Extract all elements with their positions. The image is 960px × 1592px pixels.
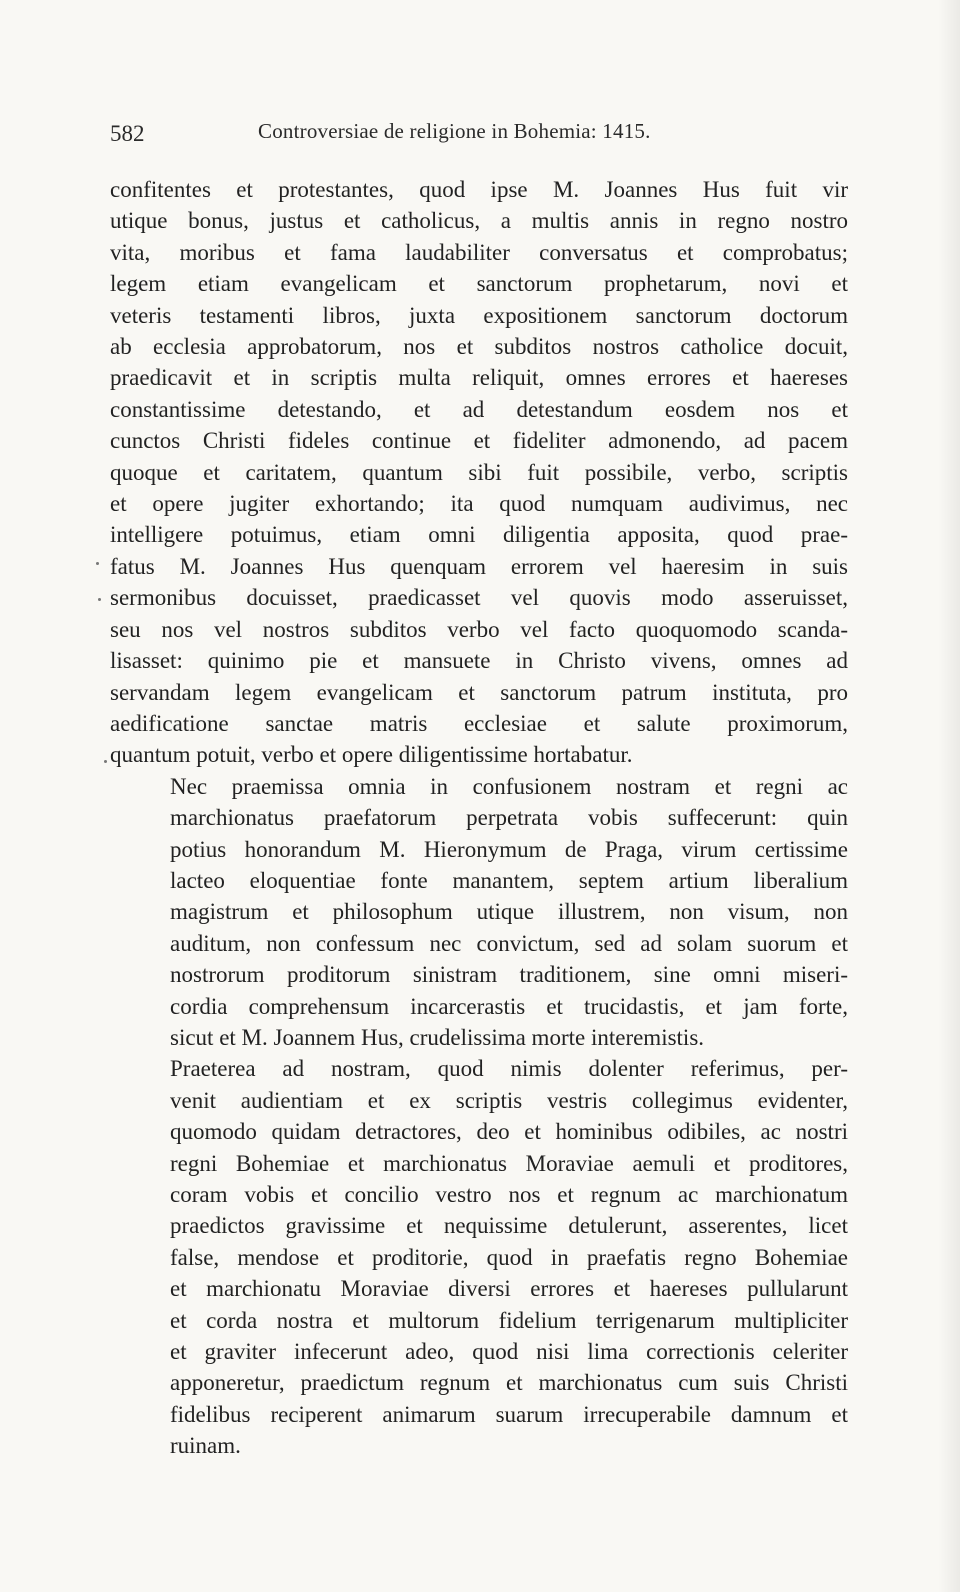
text-line: et opere jugiter exhortando; ita quod numquam audivimus, nec — [110, 491, 848, 517]
text-line: cordia comprehensum incarcerastis et trucidastis, et jam forte, — [170, 993, 848, 1019]
text-line: sermonibus docuisset, praedicasset vel quovis modo asseruisset, — [110, 585, 848, 611]
running-head — [110, 117, 830, 153]
text-line: et marchionatu Moraviae diversi errores et haereses pullularunt — [170, 1276, 848, 1302]
text-line: Praeterea ad nostram, quod nimis dolenter referimus, per- — [170, 1056, 848, 1082]
text-line: nostrorum proditorum sinistram traditionem, sine omni miseri- — [170, 962, 848, 988]
text-line: ab ecclesia approbatorum, nos et subditos nostros catholice docuit, — [110, 334, 848, 360]
paragraph — [110, 174, 848, 771]
text-line: regni Bohemiae et marchionatus Moraviae aemuli et proditores, — [170, 1150, 848, 1176]
text-line: intelligere potuimus, etiam omni diligentia apposita, quod prae- — [110, 522, 848, 548]
text-line: apponeretur, praedictum regnum et marchionatus cum suis Christi — [170, 1370, 848, 1396]
text-line: quantum potuit, verbo et opere diligentissime hortabatur. — [110, 742, 633, 768]
text-line: fatus M. Joannes Hus quenquam errorem vel haeresim in suis — [110, 553, 848, 579]
text-line: sicut et M. Joannem Hus, crudelissima morte interemistis. — [170, 1024, 705, 1050]
text-line: vita, moribus et fama laudabiliter conversatus et comprobatus; — [110, 239, 848, 265]
text-line: utique bonus, justus et catholicus, a multis annis in regno nostro — [110, 208, 848, 234]
text-line: servandam legem evangelicam et sanctorum patrum instituta, pro — [110, 679, 848, 705]
text-line: magistrum et philosophum utique illustrem, non visum, non — [170, 899, 848, 925]
text-line: coram vobis et concilio vestro nos et regnum ac marchionatum — [170, 1182, 848, 1207]
body-text — [110, 174, 848, 1462]
text-line: Nec praemissa omnia in confusionem nostram et regni ac — [170, 773, 848, 799]
text-line: cunctos Christi fideles continue et fideliter admonendo, ad pacem — [110, 428, 848, 454]
print-speck — [98, 598, 101, 601]
paragraph — [110, 1053, 848, 1461]
running-title: Controversiae de religione in Bohemia: 1415. — [258, 119, 651, 143]
text-line: marchionatus praefatorum perpetrata vobis suffecerunt: quin — [170, 805, 848, 831]
paragraph — [110, 771, 848, 1054]
text-line: et corda nostra et multorum fidelium terrigenarum multipliciter — [170, 1307, 848, 1333]
text-line: praedicavit et in scriptis multa reliquit, omnes errores et haereses — [110, 365, 848, 391]
text-line: ruinam. — [170, 1433, 241, 1459]
text-line: veteris testamenti libros, juxta expositionem sanctorum doctorum — [110, 302, 848, 328]
text-line: auditum, non confessum nec convictum, sed ad solam suorum et — [170, 930, 848, 956]
text-line: legem etiam evangelicam et sanctorum prophetarum, novi et — [110, 271, 848, 297]
text-line: lacteo eloquentiae fonte manantem, septem artium liberalium — [170, 867, 848, 893]
text-line: venit audientiam et ex scriptis vestris collegimus evidenter, — [170, 1087, 848, 1113]
text-line: praedictos gravissime et nequissime detulerunt, asserentes, licet — [170, 1213, 848, 1239]
text-line: aedificatione sanctae matris ecclesiae et salute proximorum, — [110, 710, 848, 736]
text-line: quomodo quidam detractores, deo et hominibus odibiles, ac nostri — [170, 1119, 848, 1145]
text-line: lisasset: quinimo pie et mansuete in Christo vivens, omnes ad — [110, 648, 848, 674]
print-speck — [96, 562, 99, 565]
text-line: seu nos vel nostros subditos verbo vel facto quoquomodo scanda- — [110, 616, 848, 642]
print-speck — [104, 760, 107, 763]
text-line: false, mendose et proditorie, quod in praefatis regno Bohemiae — [170, 1244, 848, 1270]
text-line: et graviter infecerunt adeo, quod nisi lima correctionis celeriter — [170, 1339, 848, 1365]
text-line: constantissime detestando, et ad detestandum eosdem nos et — [110, 396, 848, 422]
text-line: confitentes et protestantes, quod ipse M. Joannes Hus fuit vir — [110, 177, 848, 202]
page-edge-shadow — [938, 0, 960, 1592]
text-line: fidelibus reciperent animarum suarum irrecuperabile damnum et — [170, 1401, 848, 1427]
page-number: 582 — [110, 121, 145, 146]
text-line: potius honorandum M. Hieronymum de Praga, virum certissime — [170, 836, 848, 862]
text-line: quoque et caritatem, quantum sibi fuit possibile, verbo, scriptis — [110, 459, 848, 485]
